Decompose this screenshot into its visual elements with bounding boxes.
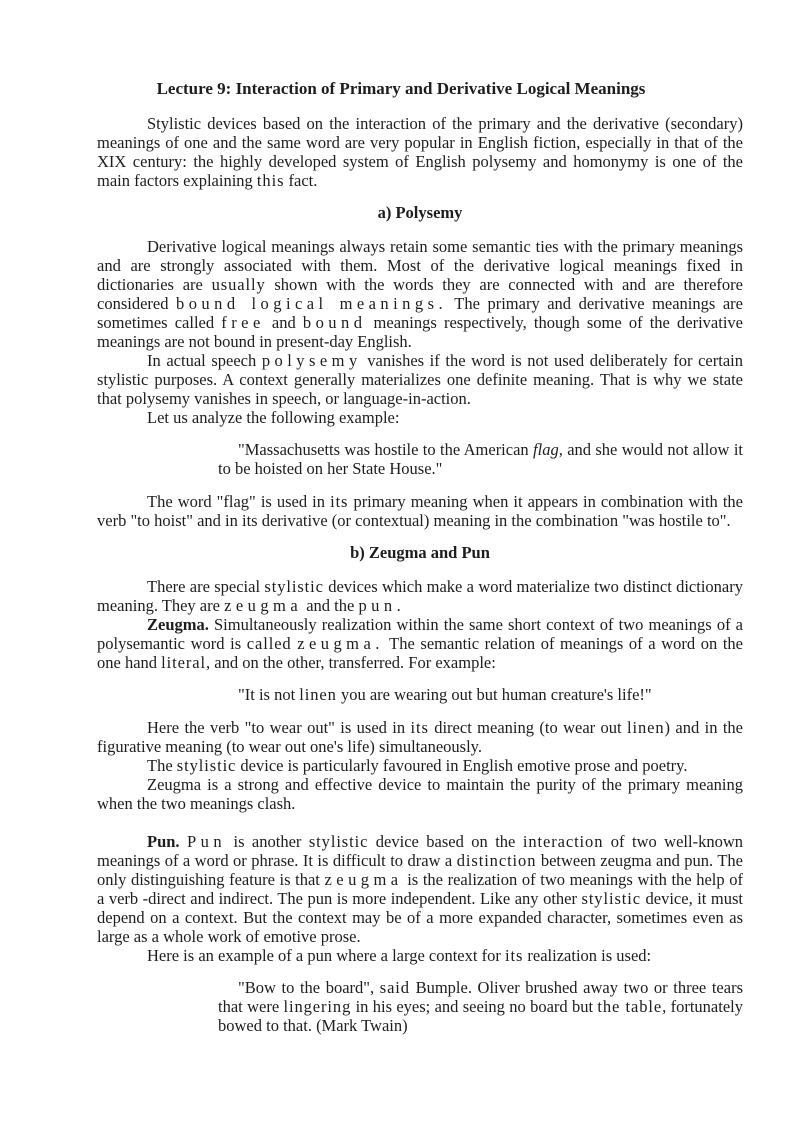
letterspaced-run: bound xyxy=(302,313,367,332)
text-run: , and she would not allow it to be hoisted on her State House." xyxy=(218,440,743,478)
text-run: and the xyxy=(302,596,359,615)
letterspaced-run: its xyxy=(330,492,349,511)
text-run: realization is used: xyxy=(523,946,652,965)
letterspaced-run: pun. xyxy=(358,596,406,615)
text-run: , and on the other, transferred. For example: xyxy=(206,653,496,672)
lecture-title: Lecture 9: Interaction of Primary and Derivative Logical Meanings xyxy=(156,79,646,98)
example-quote-bow-to-the-board xyxy=(218,978,743,1035)
text-run: Here is an example of a pun where a large context for xyxy=(147,946,505,965)
text-run: shown with the words they are connected with and are therefore considered xyxy=(97,275,743,313)
text-run: The xyxy=(147,756,177,775)
letterspaced-run: zeugma. xyxy=(297,634,384,653)
text-run xyxy=(180,832,187,851)
zeugma-paragraph-3 xyxy=(97,756,743,775)
letterspaced-run: stylistic xyxy=(581,889,641,908)
text-run: Simultaneously realization within the same short context of two meanings of a polysemantic word is xyxy=(97,615,743,653)
letterspaced-run: literal xyxy=(161,653,206,672)
text-run: vanishes if the word is not used deliberately for certain stylistic purposes. A context generally materializes one definite meaning. That is why we state that polysemy vanishes in speech, or language-in-action. xyxy=(97,351,743,408)
letterspaced-run: stylistic xyxy=(308,832,369,851)
letterspaced-run: interaction xyxy=(522,832,604,851)
bold-run: Zeugma. xyxy=(147,615,209,634)
letterspaced-run: this xyxy=(256,171,285,190)
zeugma-pun-intro-paragraph xyxy=(97,577,743,615)
letterspaced-run: bound logical meanings. xyxy=(176,294,448,313)
letterspaced-run: its xyxy=(504,946,524,965)
text-run: is another xyxy=(226,832,309,851)
text-run: device based on the xyxy=(368,832,523,851)
text-run: device is particularly favoured in English emotive prose and poetry. xyxy=(236,756,688,775)
section-heading-zeugma-and-pun: b) Zeugma and Pun xyxy=(350,543,490,562)
text-run: , fortunately bowed to that. (Mark Twain) xyxy=(218,997,743,1035)
pun-definition-paragraph xyxy=(97,832,743,946)
intro-paragraph xyxy=(97,114,743,190)
letterspaced-run: linen xyxy=(299,685,337,704)
text-run: Derivative logical meanings always retain some semantic ties with the primary meanings and are strongly associated with them. Most of the derivative logical meanings fixed in dictionaries are xyxy=(97,237,743,294)
italic-run: flag xyxy=(533,440,559,459)
text-run: "Massachusetts was hostile to the American xyxy=(238,440,534,459)
letterspaced-run: the table xyxy=(597,997,663,1016)
zeugma-paragraph-2 xyxy=(97,718,743,756)
polysemy-paragraph-1 xyxy=(97,237,743,351)
example-quote-flag xyxy=(218,440,743,478)
text-run: Bumple. Oliver brushed away two or three tears that were xyxy=(218,978,743,1016)
polysemy-paragraph-3 xyxy=(97,408,743,427)
letterspaced-run: stylistic xyxy=(264,577,324,596)
text-run: between zeugma and pun. The only distinguishing feature is that xyxy=(97,851,743,889)
zeugma-definition-paragraph xyxy=(97,615,743,672)
letterspaced-run: distinction xyxy=(456,851,537,870)
letterspaced-run: called xyxy=(246,634,292,653)
letterspaced-run: stylistic xyxy=(176,756,237,775)
blank-line xyxy=(97,813,743,832)
text-run: and xyxy=(264,313,303,332)
polysemy-paragraph-2 xyxy=(97,351,743,408)
text-run: The word "flag" is used in xyxy=(147,492,331,511)
example-quote-linen xyxy=(218,685,743,704)
section-heading-polysemy: a) Polysemy xyxy=(377,203,463,222)
text-run: of two well-known meanings of a word or phrase. It is difficult to draw a xyxy=(97,832,743,870)
pun-paragraph-2 xyxy=(97,946,743,965)
polysemy-paragraph-4 xyxy=(97,492,743,530)
text-run: "Bow to the board", xyxy=(238,978,380,997)
text-run: fact. xyxy=(284,171,318,190)
text-run: In actual speech xyxy=(147,351,262,370)
text-run: device, it must depend on a context. But the context may be of a more expanded character, sometimes even as large as a whole work of emotive prose. xyxy=(97,889,743,946)
letterspaced-run: its xyxy=(410,718,429,737)
letterspaced-run: usually xyxy=(211,275,266,294)
text-run: you are wearing out but human creature's life!" xyxy=(336,685,652,704)
letterspaced-run: Pun xyxy=(187,832,227,851)
text-run: Stylistic devices based on the interaction of the primary and the derivative (secondary) meanings of one and the same word are very popular in English fiction, especially in that of the XIX century: the highly developed system of English polysemy and homonymy is one of the main factors explaining xyxy=(97,114,743,190)
text-run: Here the verb "to wear out" is used in xyxy=(147,718,411,737)
bold-run: Pun. xyxy=(147,832,180,851)
text-run: primary meaning when it appears in combination with the verb "to hoist" and in its derivative (or contextual) meaning in the combination "was hostile to". xyxy=(97,492,743,530)
document-content xyxy=(97,79,743,1035)
text-run: "It is not xyxy=(238,685,300,704)
text-run: ) and in the figurative meaning (to wear out one's life) simultaneously. xyxy=(97,718,743,756)
text-run: The semantic relation of meanings of a word on the one hand xyxy=(97,634,744,672)
letterspaced-run: free xyxy=(221,313,265,332)
text-run: There are special xyxy=(147,577,265,596)
letterspaced-run: polysemy xyxy=(261,351,362,370)
letterspaced-run: zeugma xyxy=(324,870,403,889)
text-run: meanings respectively, though some of the derivative meanings are not bound in present-day English. xyxy=(97,313,743,351)
letterspaced-run: said xyxy=(379,978,410,997)
letterspaced-run: linen xyxy=(627,718,665,737)
letterspaced-run: lingering xyxy=(283,997,352,1016)
letterspaced-run: zeugma xyxy=(224,596,303,615)
text-run: The primary and derivative meanings are sometimes called xyxy=(97,294,743,332)
text-run: is the realization of two meanings with the help of a verb -direct and indirect. The pun is more independent. Like any other xyxy=(97,870,744,908)
text-run: direct meaning (to wear out xyxy=(428,718,627,737)
document-body xyxy=(97,114,743,1035)
text-run: devices which make a word materialize two distinct dictionary meaning. They are xyxy=(97,577,743,615)
text-run: in his eyes; and seeing no board but xyxy=(351,997,598,1016)
zeugma-paragraph-4 xyxy=(97,775,743,813)
text-run: Let us analyze the following example: xyxy=(147,408,400,427)
text-run: Zeugma is a strong and effective device to maintain the purity of the primary meaning when the two meanings clash. xyxy=(97,775,743,813)
